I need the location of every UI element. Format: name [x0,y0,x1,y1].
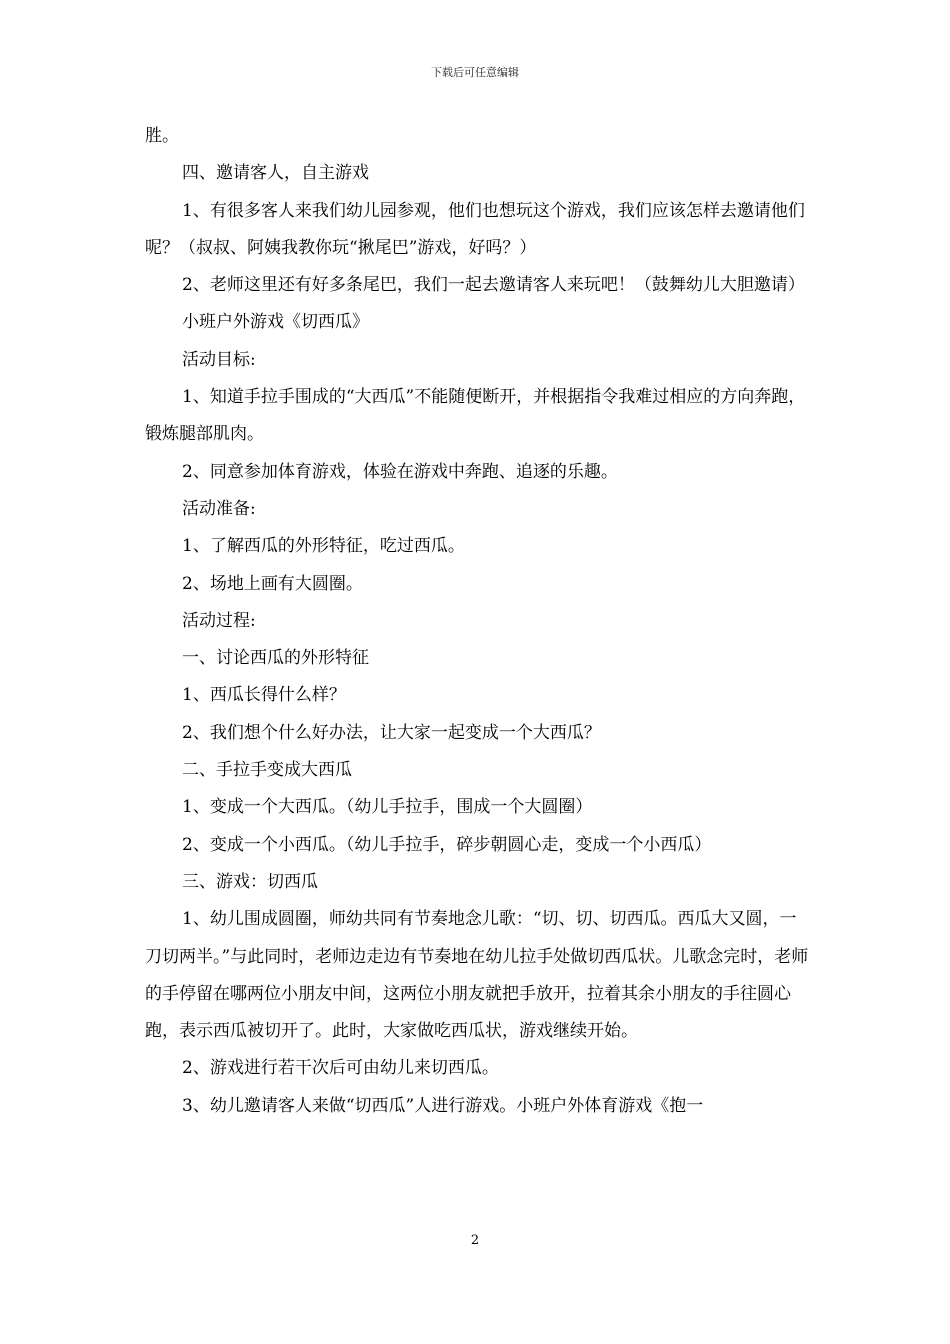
paragraph: 2、场地上画有大圆圈。 [182,573,363,594]
paragraph: 活动目标: [182,349,256,370]
paragraph: 1、幼儿围成圆圈，师幼共同有节奏地念儿歌：“切、切、切西瓜。西瓜大又圆，一刀切两半。”与此同时，老师边走边有节奏地在幼儿拉手处做切西瓜状。儿歌念完时，老师的手停留在哪两位小朋友中间，这两位小朋友就把手放开，拉着其余小朋友的手往圆心跑，表示西瓜被切开了。此时，大家做吃西瓜状，游戏继续开始。 [145,909,809,1042]
paragraph: 小班户外游戏《切西瓜》 [182,312,369,333]
paragraph: 活动过程: [182,610,256,631]
paragraph: 2、老师这里还有好多条尾巴，我们一起去邀请客人来玩吧！（鼓舞幼儿大胆邀请） [182,275,805,296]
paragraph: 2、变成一个小西瓜。（幼儿手拉手，碎步朝圆心走，变成一个小西瓜） [182,834,712,855]
paragraph: 2、同意参加体育游戏，体验在游戏中奔跑、追逐的乐趣。 [182,461,618,482]
paragraph: 二、手拉手变成大西瓜 [182,760,352,781]
paragraph: 四、邀请客人，自主游戏 [182,163,369,184]
paragraph: 1、有很多客人来我们幼儿园参观，他们也想玩这个游戏，我们应该怎样去邀请他们呢？（叔叔、阿姨我教你玩“揪尾巴”游戏，好吗？） [145,200,805,258]
paragraph: 1、知道手拉手围成的“大西瓜”不能随便断开，并根据指令我难过相应的方向奔跑，锻炼腿部肌肉。 [145,387,806,445]
paragraph: 1、变成一个大西瓜。（幼儿手拉手，围成一个大圆圈） [182,797,593,818]
paragraph: 3、幼儿邀请客人来做“切西瓜”人进行游戏。小班户外体育游戏《抱一 [182,1095,704,1116]
paragraph: 2、我们想个什么好办法，让大家一起变成一个大西瓜？ [182,722,601,743]
page-number: 2 [470,1233,480,1248]
paragraph: 活动准备: [182,498,256,519]
paragraph: 胜。 [145,126,179,146]
paragraph: 三、游戏：切西瓜 [182,871,318,892]
page-header: 下载后可任意编辑 [431,66,519,79]
paragraph: 1、西瓜长得什么样？ [182,685,346,706]
paragraph: 1、了解西瓜的外形特征，吃过西瓜。 [182,536,465,557]
paragraph: 2、游戏进行若干次后可由幼儿来切西瓜。 [182,1058,499,1079]
paragraph: 一、讨论西瓜的外形特征 [182,648,369,669]
document-body [145,118,810,1125]
